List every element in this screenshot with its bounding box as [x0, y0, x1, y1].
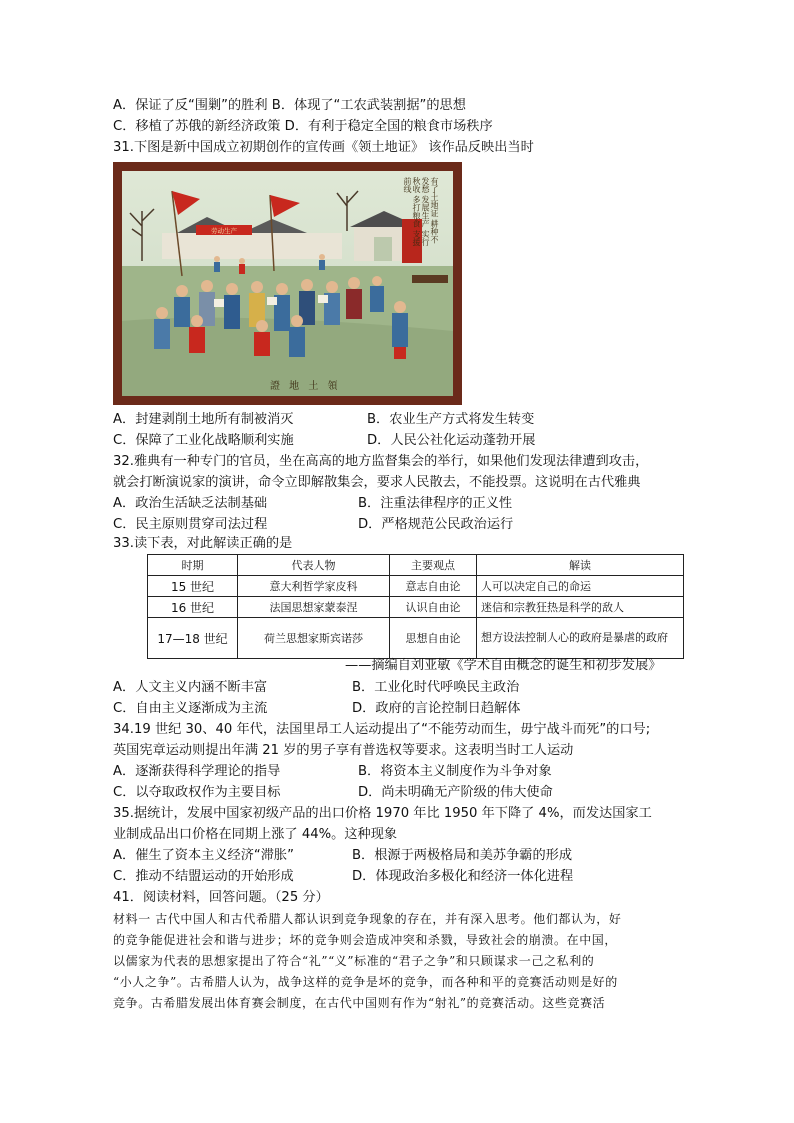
- q41-stem: 41．阅读材料，回答问题。（25 分）: [113, 890, 329, 905]
- q41-material-line: 材料一 古代中国人和古代希腊人都认识到竞争现象的存在，并有深入思考。他们都认为，好: [113, 912, 622, 926]
- table-header: 时期: [148, 555, 238, 576]
- q34-option-a[interactable]: A．逐渐获得科学理论的指导: [113, 764, 281, 779]
- q33-source: ——摘编自刘亚敏《学术自由概念的诞生和初步发展》: [345, 658, 662, 673]
- table-row: [148, 597, 684, 618]
- q41-material-line: 的竞争能促进社会和谐与进步；坏的竞争则会造成冲突和杀戮，导致社会的崩溃。在中国，: [113, 933, 618, 947]
- q32-stem-line1: 32.雅典有一种专门的官员，坐在高高的地方监督集会的举行，如果他们发现法律遭到攻击，: [113, 454, 649, 469]
- q35-option-a[interactable]: A．催生了资本主义经济“滞胀”: [113, 848, 294, 863]
- q34-stem-line1: 34.19 世纪 30、40 年代，法国里昂工人运动提出了“不能劳动而生，毋宁战斗而死”的口号;: [113, 722, 651, 737]
- table-header: 主要观点: [390, 555, 477, 576]
- q41-material-line: “小人之争”。古希腊人认为，战争这样的竞争是坏的竞争，而各种和平的竞赛活动则是好的: [113, 975, 618, 989]
- q34-option-b[interactable]: B．将资本主义制度作为斗争对象: [358, 764, 552, 779]
- q34-option-d[interactable]: D．尚未明确无产阶级的伟大使命: [358, 785, 553, 800]
- table-header: 代表人物: [238, 555, 390, 576]
- painting-title: 證 地 土 領: [270, 381, 341, 392]
- q31-option-c[interactable]: C．保障了工业化战略顺利实施: [113, 433, 294, 448]
- q30-options-row2: [113, 117, 493, 137]
- q32-option-a[interactable]: A．政治生活缺乏法制基础: [113, 496, 268, 511]
- table-cell: 迷信和宗教狂热是科学的敌人: [477, 597, 684, 618]
- table-cell: 15 世纪: [148, 576, 238, 597]
- q35-option-d[interactable]: D．体现政治多极化和经济一体化进程: [352, 869, 574, 884]
- q34-stem-line2: 英国宪章运动则提出年满 21 岁的男子享有普选权等要求。这表明当时工人运动: [113, 743, 574, 758]
- q30-option-c[interactable]: C．移植了苏俄的新经济政策: [113, 119, 281, 134]
- table-cell: 意大利哲学家皮科: [238, 576, 390, 597]
- q31-option-b[interactable]: B．农业生产方式将发生转变: [367, 412, 535, 427]
- q30-options-row1: [113, 96, 466, 116]
- q33-stem: 33.读下表，对此解读正确的是: [113, 536, 293, 551]
- table-cell: 17—18 世纪: [148, 618, 238, 659]
- table-header-row: [148, 555, 684, 576]
- q35-option-b[interactable]: B．根源于两极格局和美苏争霸的形成: [352, 848, 573, 863]
- q41-material-line: 以儒家为代表的思想家提出了符合“礼”“义”标准的“君子之争”和只顾谋求一己之私利的: [113, 954, 595, 968]
- q31-option-d[interactable]: D．人民公社化运动蓬勃开展: [367, 433, 536, 448]
- propaganda-painting: [113, 162, 462, 405]
- q32-option-c[interactable]: C．民主原则贯穿司法过程: [113, 517, 268, 532]
- q33-option-c[interactable]: C．自由主义逐渐成为主流: [113, 701, 268, 716]
- painting-caption: 有了土地证 耕种不发愁 发展生产 实行秋收 多打粮食 支援前线: [403, 177, 439, 247]
- q33-option-d[interactable]: D．政府的言论控制日趋解体: [352, 701, 521, 716]
- table-row: [148, 618, 684, 659]
- q32-option-d[interactable]: D．严格规范公民政治运行: [358, 517, 514, 532]
- q31-stem: 31.下图是新中国成立初期创作的宣传画《领土地证》 该作品反映出当时: [113, 140, 534, 155]
- q35-stem-line2: 业制成品出口价格在同期上涨了 44%。这种现象: [113, 827, 398, 842]
- q33-table: [147, 554, 684, 659]
- q33-option-b[interactable]: B．工业化时代呼唤民主政治: [352, 680, 520, 695]
- q30-option-b[interactable]: B．体现了“工农武装割据”的思想: [271, 98, 466, 113]
- table-cell: 思想自由论: [390, 618, 477, 659]
- table-cell: 想方设法控制人心的政府是暴虐的政府: [477, 618, 684, 659]
- q41-material-line: 竞争。古希腊发展出体育赛会制度，在古代中国则有作为“射礼”的竞赛活动。这些竞赛活: [113, 996, 606, 1010]
- table-cell: 人可以决定自己的命运: [477, 576, 684, 597]
- table-header: 解读: [477, 555, 684, 576]
- q31-option-a[interactable]: A．封建剥削土地所有制被消灭: [113, 412, 294, 427]
- q30-option-d[interactable]: D．有利于稳定全国的粮食市场秩序: [284, 119, 493, 134]
- q32-option-b[interactable]: B．注重法律程序的正义性: [358, 496, 513, 511]
- table-cell: 意志自由论: [390, 576, 477, 597]
- q30-option-a[interactable]: A．保证了反“围剿”的胜利: [113, 98, 268, 113]
- q35-stem-line1: 35.据统计，发展中国家初级产品的出口价格 1970 年比 1950 年下降了 4%，而发达国家工: [113, 806, 652, 821]
- q32-stem-line2: 就会打断演说家的演讲，命令立即解散集会，要求人民散去，不能投票。这说明在古代雅典: [113, 475, 641, 490]
- table-row: [148, 576, 684, 597]
- q34-option-c[interactable]: C．以夺取政权作为主要目标: [113, 785, 281, 800]
- table-cell: 16 世纪: [148, 597, 238, 618]
- q33-option-a[interactable]: A．人文主义内涵不断丰富: [113, 680, 268, 695]
- q35-option-c[interactable]: C．推动不结盟运动的开始形成: [113, 869, 294, 884]
- table-cell: 认识自由论: [390, 597, 477, 618]
- painting-banner-text: 劳动生产: [211, 227, 237, 235]
- table-cell: 荷兰思想家斯宾诺莎: [238, 618, 390, 659]
- table-cell: 法国思想家蒙泰涅: [238, 597, 390, 618]
